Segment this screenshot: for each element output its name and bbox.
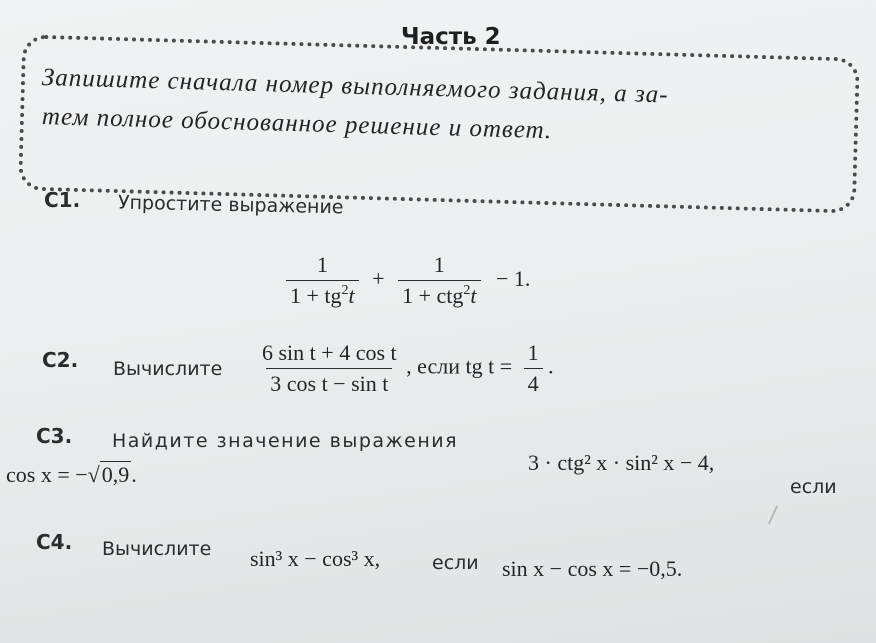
task-c3-if: если	[790, 476, 837, 498]
task-c3-text: Найдите значение выражения	[112, 430, 459, 452]
task-c4-number: С4.	[36, 530, 73, 554]
section-title: Часть 2	[401, 24, 501, 50]
task-c3-expression: 3 · ctg² x · sin² x − 4,	[528, 450, 715, 475]
task-c2-text: Вычислите	[113, 358, 223, 380]
task-c2-formula: $\frac{\text{6 sin t + 4 cos t}}{\text{3 cos t − sin t}}$ , если tg t = $\frac{1}{4}$ .	[258, 340, 554, 397]
task-c1-text: Упростите выражение	[117, 191, 344, 219]
task-c2-fraction: $\frac{\text{6 sin t + 4 cos t}}{\text{3 cos t − sin t}}$	[262, 340, 397, 396]
task-c3-number: С3.	[36, 424, 73, 448]
task-c1-number: С1.	[44, 188, 81, 212]
pencil-mark	[768, 506, 778, 525]
task-c1-formula: $\frac{1}{1 + tg^2t}$ + $\frac{1}{1 + ctg^2t}$ − 1.	[286, 252, 530, 309]
instruction-line-1: Запишите сначала номер выполняемого задания, а за-	[41, 64, 669, 109]
task-c4-condition: sin x − cos x = −0,5.	[502, 556, 683, 581]
instruction-line-2: тем полное обоснованное решение и ответ.	[41, 103, 553, 145]
task-c1-fraction-2: $\frac{1}{1 + ctg^2t}$	[398, 252, 480, 309]
task-c4-if: если	[432, 552, 479, 574]
task-c3-condition: cos x = −√0,9.	[6, 462, 137, 487]
task-c1-fraction-1: $\frac{1}{1 + tg^2t}$	[286, 252, 359, 309]
task-c2-value: $\frac{1}{4}$	[524, 340, 543, 397]
task-c2-number: С2.	[42, 348, 79, 372]
task-c4-text: Вычислите	[102, 538, 212, 560]
task-c4-expression: sin³ x − cos³ x,	[250, 546, 381, 571]
